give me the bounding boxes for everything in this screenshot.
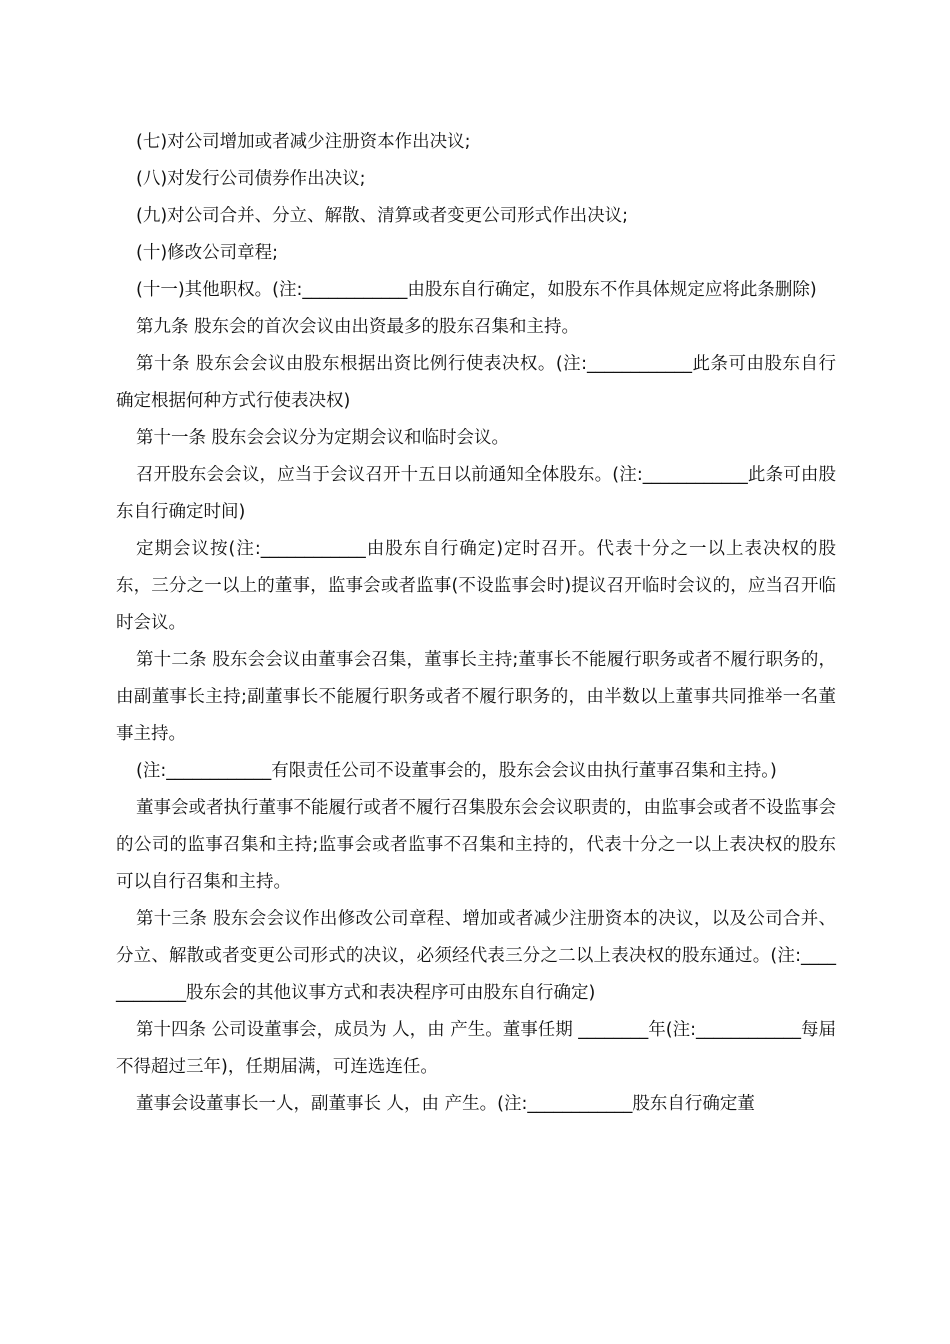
article-12: 第十二条 股东会会议由董事会召集，董事长主持;董事长不能履行职务或者不履行职务的，由副董事长主持;副董事长不能履行职务或者不履行职务的，由半数以上董事共同推举一名董事主持。 — [116, 650, 836, 744]
paragraph-item-10: (十)修改公司章程; — [136, 243, 279, 263]
article-12-note: (注:____________有限责任公司不设董事会的，股东会会议由执行董事召集和主持。) — [136, 761, 777, 781]
article-11-regular-meeting: 定期会议按(注:____________由股东自行确定)定时召开。代表十分之一以上表决权的股东，三分之一以上的董事，监事会或者监事(不设监事会时)提议召开临时会议的，应当召开临时会议。 — [116, 539, 836, 633]
paragraph-item-9: (九)对公司合并、分立、解散、清算或者变更公司形式作出决议; — [136, 206, 629, 226]
paragraph-item-11: (十一)其他职权。(注:____________由股东自行确定，如股东不作具体规定应将此条删除) — [136, 280, 817, 300]
paragraph-item-7: (七)对公司增加或者减少注册资本作出决议; — [136, 132, 471, 152]
document-body — [116, 124, 836, 1123]
article-10: 第十条 股东会会议由股东根据出资比例行使表决权。(注:____________此条可由股东自行确定根据何种方式行使表决权) — [116, 354, 836, 411]
article-9: 第九条 股东会的首次会议由出资最多的股东召集和主持。 — [136, 317, 580, 337]
article-14-chairman: 董事会设董事长一人，副董事长 人，由 产生。(注:____________股东自行确定董 — [136, 1094, 755, 1114]
article-14: 第十四条 公司设董事会，成员为 人，由 产生。董事任期 ________年(注:____________每届不得超过三年)，任期届满，可连选连任。 — [116, 1020, 836, 1077]
paragraph-item-8: (八)对发行公司债券作出决议; — [136, 169, 366, 189]
article-11: 第十一条 股东会会议分为定期会议和临时会议。 — [136, 428, 510, 448]
article-11-notice: 召开股东会会议，应当于会议召开十五日以前通知全体股东。(注:____________此条可由股东自行确定时间) — [116, 465, 836, 522]
article-13: 第十三条 股东会会议作出修改公司章程、增加或者减少注册资本的决议，以及公司合并、分立、解散或者变更公司形式的决议，必须经代表三分之二以上表决权的股东通过。(注:____________股东会的其他议事方式和表决程序可由股东自行确定) — [116, 909, 836, 1003]
article-12-fallback: 董事会或者执行董事不能履行或者不履行召集股东会会议职责的，由监事会或者不设监事会的公司的监事召集和主持;监事会或者监事不召集和主持的，代表十分之一以上表决权的股东可以自行召集和主持。 — [116, 798, 836, 892]
